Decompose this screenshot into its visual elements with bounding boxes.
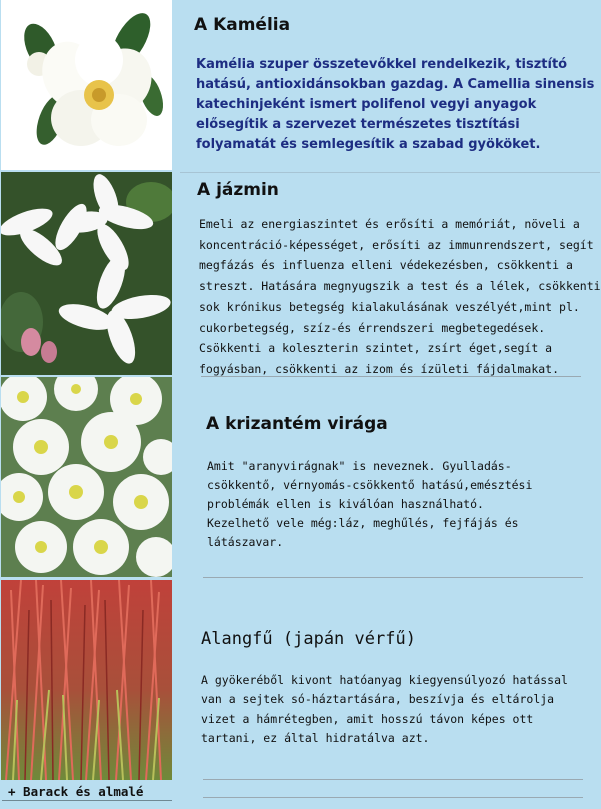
krizantem-title: A krizantém virága <box>206 414 388 434</box>
kamelia-text: Kamélia szuper összetevőkkel rendelkezik, tisztító hatású, antioxidánsokban gazdag. A Camellia sinensis katechinjeként ismert polifenol vegyi anyagok elősegítik a szervezet természetes tisztítási folyamatát és semlegesítik a szabad gyököket. <box>196 57 595 152</box>
chrysanthemum-image <box>1 377 172 577</box>
blood-grass-image <box>1 580 172 780</box>
footer-underline <box>2 800 172 801</box>
divider-5 <box>203 797 583 798</box>
krizantem-text: Amit "aranyvirágnak" is neveznek. Gyulladás- csökkentő, vérnyomás-csökkentő hatású,emésztési problémák ellen is kiválóan használható. Kezelhető vele még:láz, meghűlés, fejfájás és látászavar. <box>207 459 533 549</box>
jazmin-text: Emeli az energiaszintet és erősíti a memóriát, növeli a koncentráció-képességet, erősíti az immunrendszert, segít megfázás és influenza elleni védekezésben, csökkenti a streszt. Hatására megnyugszik a test és a lélek, csökkenti sok krónikus betegség kialakulásának veszélyét,mint pl. cukorbetegség, szíz-és érrendszeri megbetegedések. Csökkenti a koleszterin szintet, zsírt éget,segít a fogyásban, csökkenti az izom és ízületi fájdalmakat. <box>199 217 601 376</box>
divider-3 <box>203 577 583 578</box>
camellia-image <box>1 0 172 170</box>
divider-2 <box>201 376 581 377</box>
jasmine-image <box>1 172 172 375</box>
jazmin-title: A jázmin <box>197 180 279 200</box>
alangfu-text: A gyökeréből kivont hatóanyag kiegyensúlyozó hatással van a sejtek só-háztartására, beszívja és eltárolja vizet a hámrétegben, amit hosszú távon képes ott tartani, ez által hidratálva azt. <box>201 673 568 745</box>
kamelia-title: A Kamélia <box>194 15 291 35</box>
divider-1 <box>180 172 600 173</box>
divider-4 <box>203 779 583 780</box>
barack-almale-link[interactable]: + Barack és almalé <box>8 784 144 799</box>
alangfu-title: Alangfű (japán vérfű) <box>201 629 416 649</box>
